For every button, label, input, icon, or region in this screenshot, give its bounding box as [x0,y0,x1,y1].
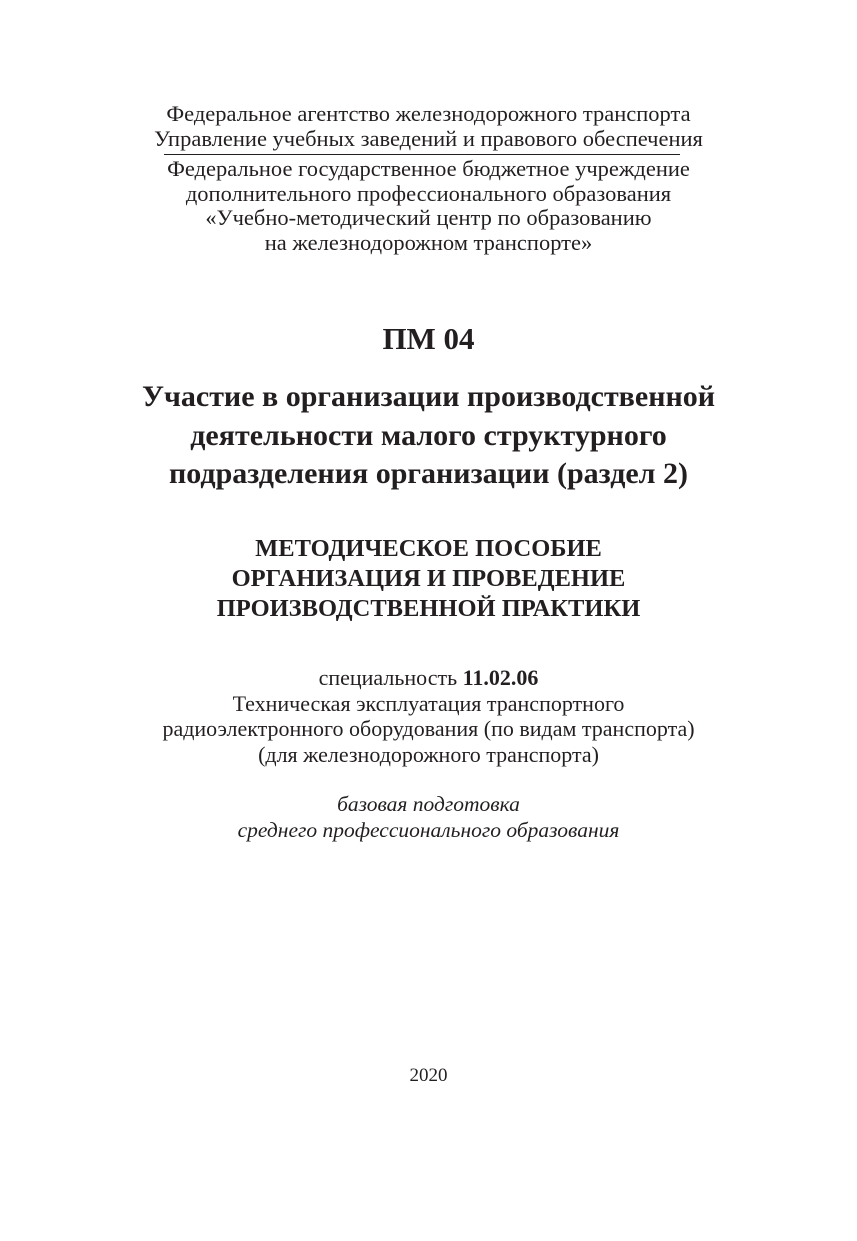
module-title-line: деятельности малого структурного [190,418,667,452]
header-divider [164,154,680,155]
module-title [0,378,857,494]
module-code [0,319,857,359]
training-level-line: базовая подготовка [337,792,520,816]
training-level [0,791,857,843]
institution-line: на железнодорожном транспорте» [264,229,593,255]
specialty-number: 11.02.06 [462,665,539,690]
specialty-block [0,665,857,767]
module-title-line: Участие в организации производственной [141,380,716,413]
specialty-line: Техническая эксплуатация транспортного [232,690,625,716]
year-text: 2020 [409,1065,448,1086]
manual-title [0,534,857,624]
specialty-line: радиоэлектронного оборудования (по видам транспорта) [162,716,695,741]
training-level-line: среднего профессионального образования [237,818,620,842]
module-title-line: подразделения организации (раздел 2) [168,457,689,490]
publication-year [0,1064,857,1088]
specialty-line: (для железнодорожного транспорта) [258,741,599,767]
institution-line: Федеральное государственное бюджетное учреждение [167,156,690,181]
specialty-label: специальность [318,665,458,690]
department-name: Управление учебных заведений и правового обеспечения [154,126,703,151]
agency-name: Федеральное агентство железнодорожного транспорта [166,101,691,126]
institution-block [0,157,857,255]
institution-line: дополнительного профессионального образования [185,180,672,206]
agency-block [0,101,857,151]
institution-line: «Учебно-методический центр по образованию [205,205,652,230]
manual-title-line: МЕТОДИЧЕСКОЕ ПОСОБИЕ [255,535,602,562]
specialty-header [0,665,857,691]
manual-title-line: ОРГАНИЗАЦИЯ И ПРОВЕДЕНИЕ [231,565,626,592]
manual-title-line: ПРОИЗВОДСТВЕННОЙ ПРАКТИКИ [216,595,641,622]
module-code-text: ПМ 04 [382,321,475,356]
